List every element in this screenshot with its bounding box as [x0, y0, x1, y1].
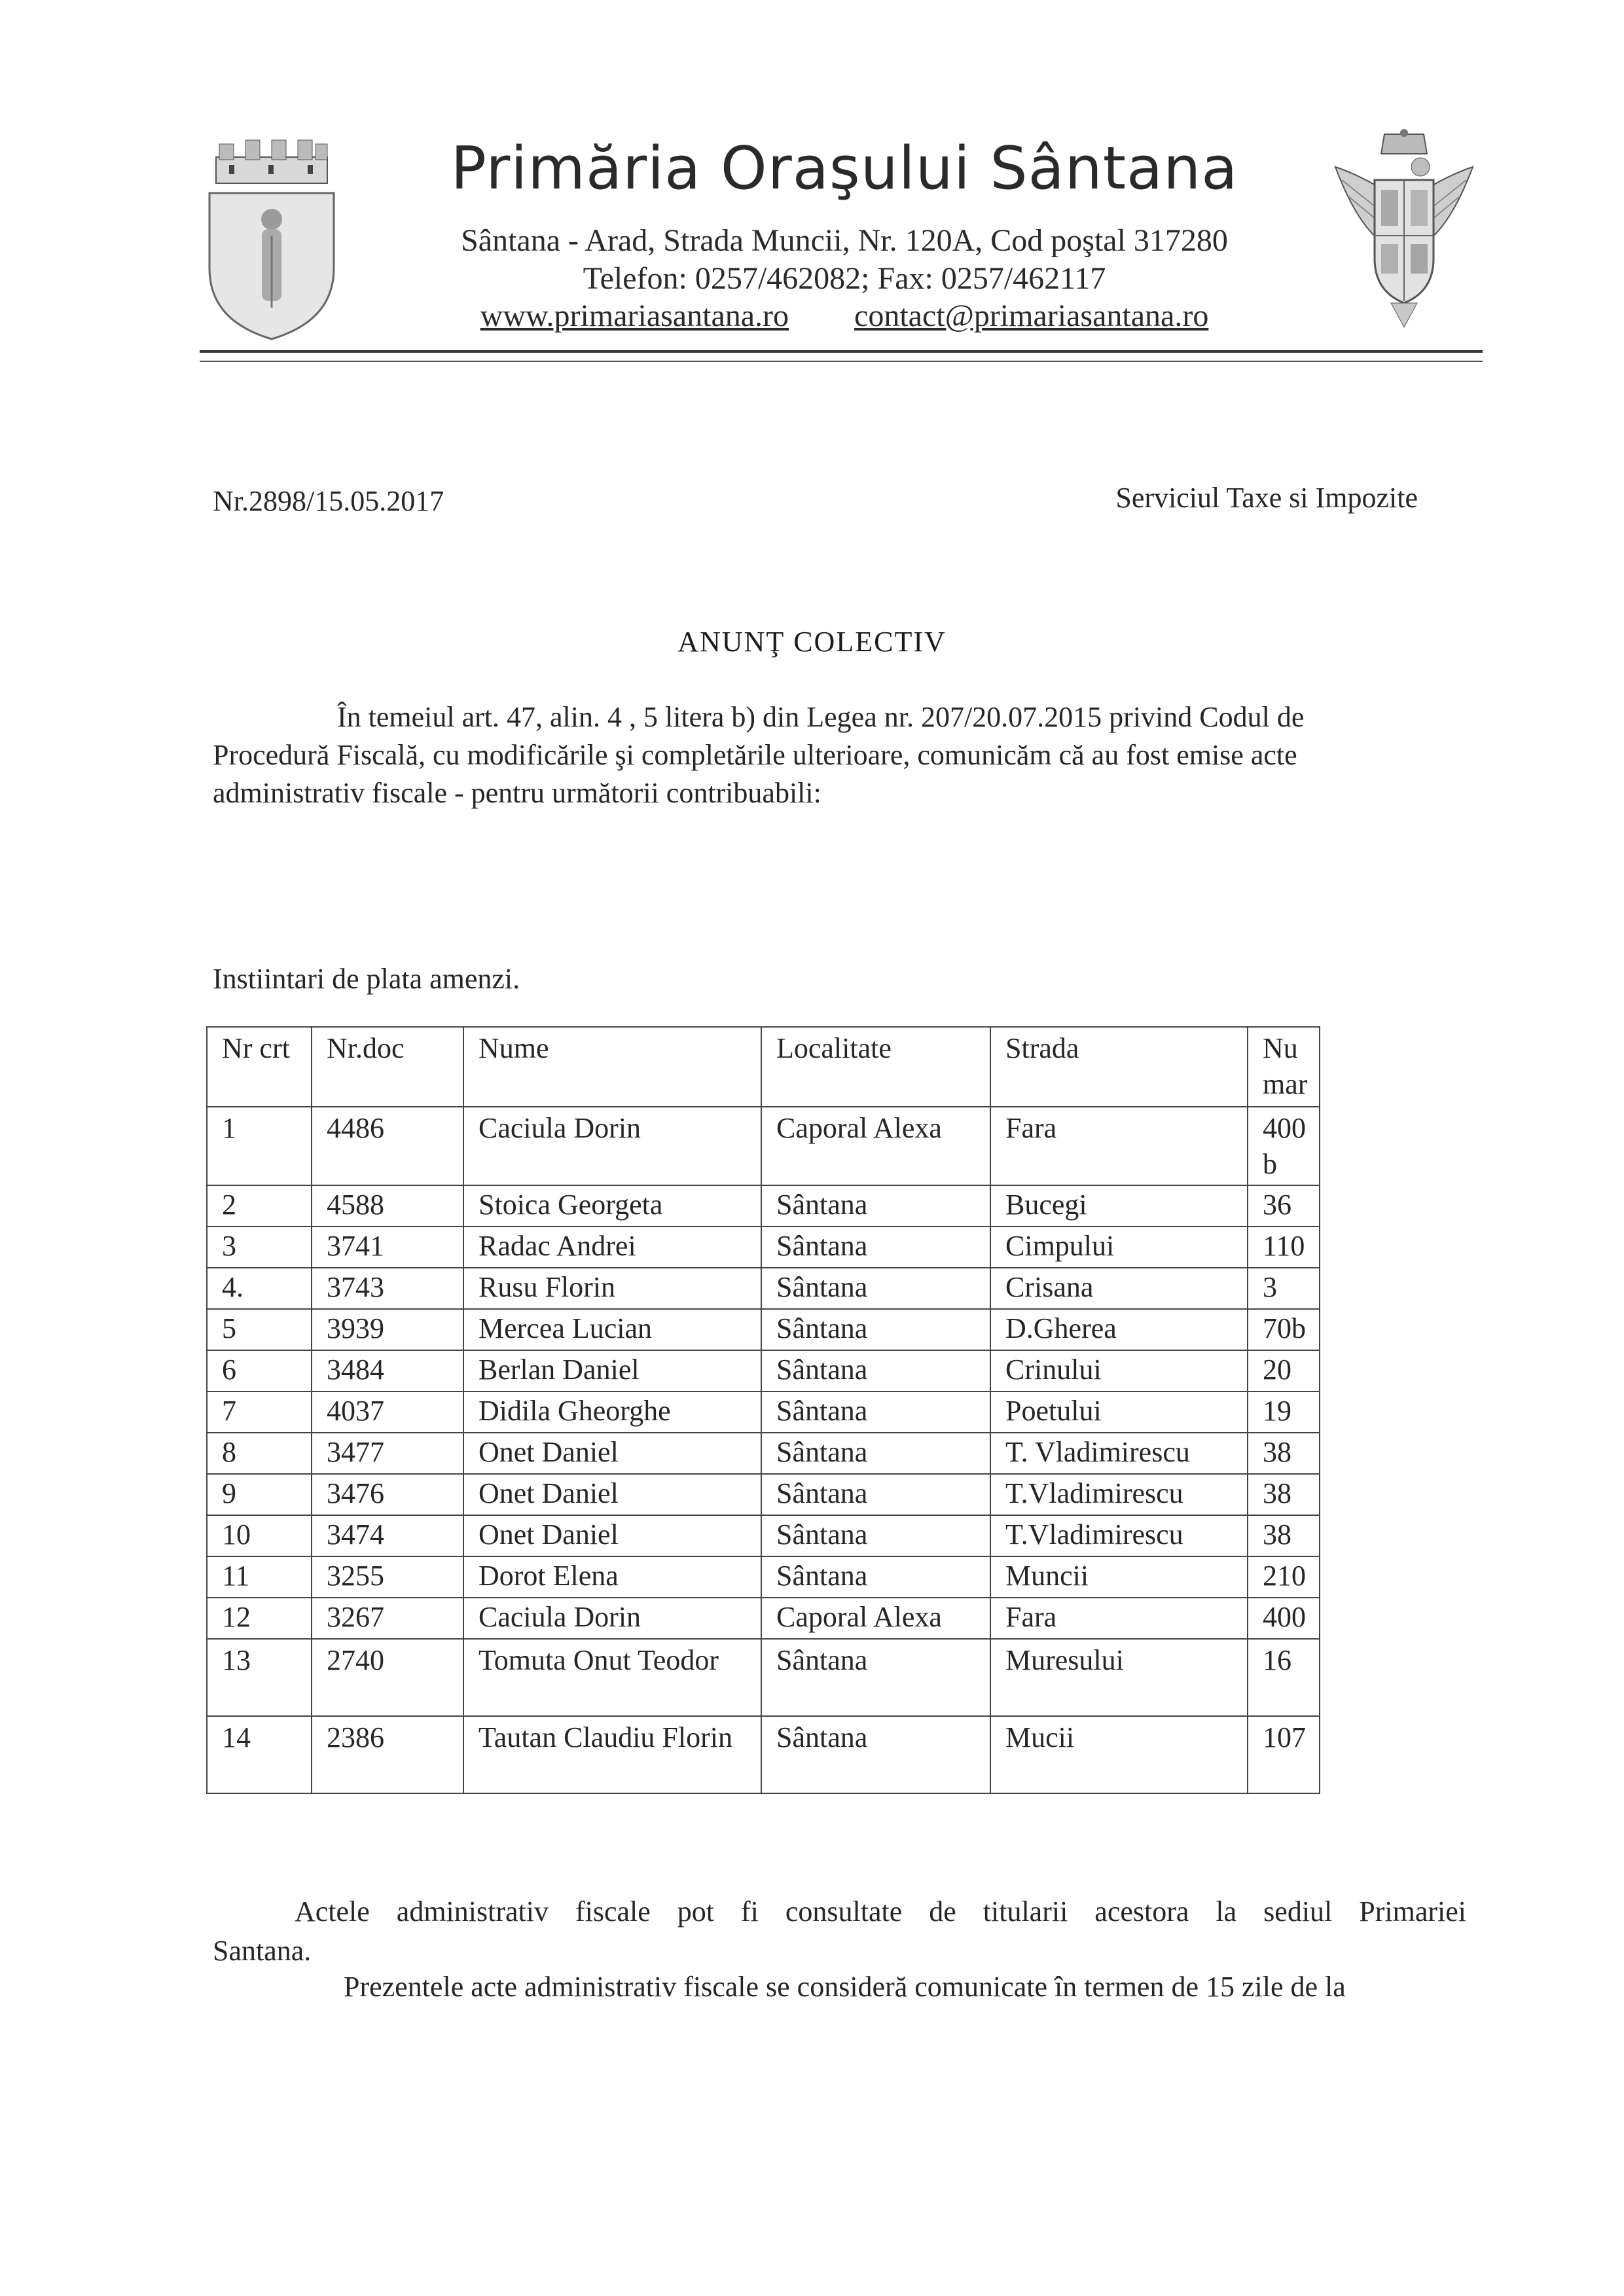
cell-numar: 38 [1248, 1474, 1320, 1515]
cell-strada: Muncii [990, 1556, 1248, 1598]
document-number: Nr.2898/15.05.2017 [213, 485, 444, 517]
table-row [207, 1268, 1320, 1309]
table-row [207, 1309, 1320, 1350]
cell-nume: Onet Daniel [463, 1433, 761, 1474]
table-row [207, 1107, 1320, 1185]
table-row [207, 1185, 1320, 1227]
intro-line-1: În temeiul art. 47, alin. 4 , 5 litera b) din Legea nr. 207/20.07.2015 privind Codul de [337, 701, 1305, 733]
table-row [207, 1350, 1320, 1391]
header-nr-crt: Nr crt [207, 1027, 312, 1107]
intro-line-2: Procedură Fiscală, cu modificările şi completările ulterioare, comunicăm că au fost emise acte [213, 739, 1297, 771]
cell-numar: 16 [1248, 1639, 1320, 1716]
cell-strada: Poetului [990, 1391, 1248, 1433]
cell-strada: Fara [990, 1598, 1248, 1639]
cell-localitate: Sântana [761, 1556, 990, 1598]
cell-nr: 11 [207, 1556, 312, 1598]
email-link[interactable]: contact@primariasantana.ro [854, 298, 1209, 333]
cell-doc: 4486 [312, 1107, 463, 1185]
cell-numar: 107 [1248, 1716, 1320, 1793]
cell-doc: 3267 [312, 1598, 463, 1639]
cell-nume: Caciula Dorin [463, 1107, 761, 1185]
table-row [207, 1639, 1320, 1716]
table-row [207, 1515, 1320, 1556]
header-divider-thin [200, 361, 1483, 362]
cell-localitate: Sântana [761, 1309, 990, 1350]
cell-localitate: Sântana [761, 1474, 990, 1515]
fines-table [206, 1026, 1320, 1794]
cell-localitate: Sântana [761, 1433, 990, 1474]
cell-nr: 12 [207, 1598, 312, 1639]
cell-numar: 400 [1248, 1598, 1320, 1639]
cell-nr: 6 [207, 1350, 312, 1391]
cell-nume: Tautan Claudiu Florin [463, 1716, 761, 1793]
website-link[interactable]: www.primariasantana.ro [480, 298, 789, 333]
intro-line-3: administrativ fiscale - pentru următorii contribuabili: [213, 777, 821, 809]
cell-doc: 3474 [312, 1515, 463, 1556]
cell-numar: 210 [1248, 1556, 1320, 1598]
cell-nr: 5 [207, 1309, 312, 1350]
cell-numar: 70b [1248, 1309, 1320, 1350]
cell-strada: D.Gherea [990, 1309, 1248, 1350]
cell-strada: Bucegi [990, 1185, 1248, 1227]
cell-localitate: Caporal Alexa [761, 1107, 990, 1185]
table-row [207, 1391, 1320, 1433]
cell-localitate: Caporal Alexa [761, 1598, 990, 1639]
cell-nume: Dorot Elena [463, 1556, 761, 1598]
cell-nume: Stoica Georgeta [463, 1185, 761, 1227]
cell-nume: Berlan Daniel [463, 1350, 761, 1391]
cell-numar: 19 [1248, 1391, 1320, 1433]
cell-localitate: Sântana [761, 1391, 990, 1433]
cell-numar: 38 [1248, 1515, 1320, 1556]
cell-nr: 3 [207, 1227, 312, 1268]
closing-line-2: Santana. [213, 1935, 312, 1967]
cell-nr: 8 [207, 1433, 312, 1474]
closing-line-1: Actele administrativ fiscale pot fi consultate de titularii acestora la sediul Primariei [295, 1895, 1466, 1928]
cell-nr: 14 [207, 1716, 312, 1793]
cell-doc: 2386 [312, 1716, 463, 1793]
cell-localitate: Sântana [761, 1639, 990, 1716]
cell-strada: T. Vladimirescu [990, 1433, 1248, 1474]
header-divider [200, 350, 1483, 353]
table-row [207, 1433, 1320, 1474]
cell-nume: Didila Gheorghe [463, 1391, 761, 1433]
town-coat-of-arms-icon [196, 131, 347, 340]
cell-nr: 7 [207, 1391, 312, 1433]
table-caption: Instiintari de plata amenzi. [213, 963, 520, 995]
cell-strada: Fara [990, 1107, 1248, 1185]
table-row [207, 1556, 1320, 1598]
header-localitate: Localitate [761, 1027, 990, 1107]
header-strada: Strada [990, 1027, 1248, 1107]
cell-strada: T.Vladimirescu [990, 1515, 1248, 1556]
cell-doc: 4037 [312, 1391, 463, 1433]
table-row [207, 1227, 1320, 1268]
header-nr-doc: Nr.doc [312, 1027, 463, 1107]
document-title: ANUNŢ COLECTIV [677, 626, 947, 658]
cell-strada: Cimpului [990, 1227, 1248, 1268]
cell-nr: 2 [207, 1185, 312, 1227]
header-numar: Nu mar [1248, 1027, 1320, 1107]
cell-localitate: Sântana [761, 1268, 990, 1309]
cell-numar: 110 [1248, 1227, 1320, 1268]
issuing-service: Serviciul Taxe si Impozite [1115, 482, 1418, 514]
cell-numar: 38 [1248, 1433, 1320, 1474]
cell-nume: Onet Daniel [463, 1515, 761, 1556]
cell-nr: 10 [207, 1515, 312, 1556]
cell-localitate: Sântana [761, 1227, 990, 1268]
cell-doc: 3476 [312, 1474, 463, 1515]
header-nume: Nume [463, 1027, 761, 1107]
institution-contacts [367, 298, 1322, 334]
table-row [207, 1716, 1320, 1793]
romania-coat-of-arms-icon [1329, 128, 1479, 331]
cell-strada: Crisana [990, 1268, 1248, 1309]
cell-numar: 36 [1248, 1185, 1320, 1227]
cell-numar: 20 [1248, 1350, 1320, 1391]
cell-doc: 3255 [312, 1556, 463, 1598]
cell-nr: 4. [207, 1268, 312, 1309]
cell-nume: Onet Daniel [463, 1474, 761, 1515]
cell-nr: 1 [207, 1107, 312, 1185]
institution-phone-fax: Telefon: 0257/462082; Fax: 0257/462117 [583, 261, 1106, 296]
closing-line-3: Prezentele acte administrativ fiscale se consideră comunicate în termen de 15 zile de la [344, 1971, 1346, 2003]
table-row [207, 1474, 1320, 1515]
cell-strada: Mucii [990, 1716, 1248, 1793]
cell-nume: Mercea Lucian [463, 1309, 761, 1350]
cell-doc: 3484 [312, 1350, 463, 1391]
cell-nume: Caciula Dorin [463, 1598, 761, 1639]
cell-strada: Crinului [990, 1350, 1248, 1391]
cell-nume: Radac Andrei [463, 1227, 761, 1268]
cell-strada: Muresului [990, 1639, 1248, 1716]
cell-nr: 13 [207, 1639, 312, 1716]
cell-strada: T.Vladimirescu [990, 1474, 1248, 1515]
institution-title: Primăria Oraşului Sântana [450, 134, 1238, 203]
institution-address: Sântana - Arad, Strada Muncii, Nr. 120A, Cod poştal 317280 [461, 223, 1228, 258]
cell-localitate: Sântana [761, 1185, 990, 1227]
cell-doc: 4588 [312, 1185, 463, 1227]
cell-numar: 3 [1248, 1268, 1320, 1309]
cell-doc: 3477 [312, 1433, 463, 1474]
cell-nr: 9 [207, 1474, 312, 1515]
cell-nume: Rusu Florin [463, 1268, 761, 1309]
cell-doc: 3743 [312, 1268, 463, 1309]
cell-doc: 3741 [312, 1227, 463, 1268]
cell-localitate: Sântana [761, 1515, 990, 1556]
table-header-row [207, 1027, 1320, 1107]
cell-doc: 2740 [312, 1639, 463, 1716]
table-row [207, 1598, 1320, 1639]
cell-localitate: Sântana [761, 1350, 990, 1391]
cell-nume: Tomuta Onut Teodor [463, 1639, 761, 1716]
cell-numar: 400 b [1248, 1107, 1320, 1185]
cell-localitate: Sântana [761, 1716, 990, 1793]
cell-doc: 3939 [312, 1309, 463, 1350]
